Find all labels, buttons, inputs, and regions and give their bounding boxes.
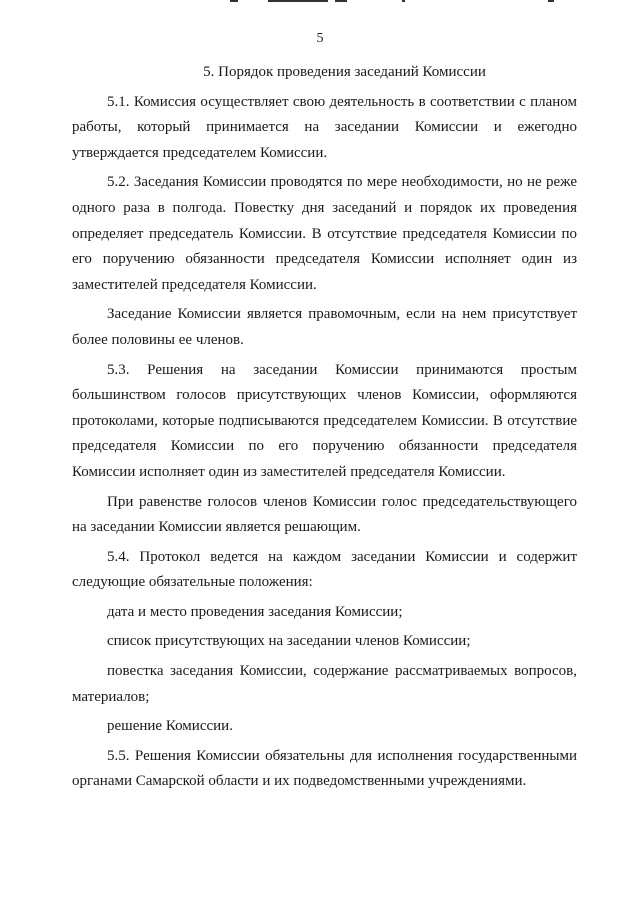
list-item-attendees: список присутствующих на заседании членов Комиссии; [107, 633, 471, 650]
list-item-date-place: дата и место проведения заседания Комиссии; [107, 603, 403, 620]
paragraph-5-1: 5.1. Комиссия осуществляет свою деятельность в соответствии с планом работы, который принимается на заседании Комиссии и ежегодно утверждается председателем Комиссии. [72, 93, 577, 161]
page-number: 5 [316, 31, 324, 46]
paragraph-5-5: 5.5. Решения Комиссии обязательны для исполнения государственными органами Самарской области и их подведомственными учреждениями. [72, 747, 577, 790]
paragraph-tie-vote: При равенстве голосов членов Комиссии голос председательствующего на заседании Комиссии является решающим. [72, 493, 577, 536]
list-item-decision: решение Комиссии. [107, 718, 233, 735]
section-heading: 5. Порядок проведения заседаний Комиссии [203, 64, 486, 80]
paragraph-5-2: 5.2. Заседания Комиссии проводятся по мере необходимости, но не реже одного раза в полгода. Повестку дня заседаний и порядок их проведения определяет председатель Комиссии. В отсутствие председателя Комиссии по его поручению обязанности председателя Комиссии исполняет один из заместителей председателя Комиссии. [72, 174, 577, 293]
paragraph-quorum: Заседание Комиссии является правомочным, если на нем присутствует более половины ее членов. [72, 306, 577, 348]
paragraph-5-3: 5.3. Решения на заседании Комиссии принимаются простым большинством голосов присутствующих членов Комиссии, оформляются протоколами, которые подписываются председателем Комиссии. В отсутствие председателя Комиссии по его поручению обязанности председателя Комиссии исполняет один из заместителей председателя Комиссии. [72, 361, 577, 480]
paragraph-5-4: 5.4. Протокол ведется на каждом заседании Комиссии и содержит следующие обязательные положения: [72, 548, 577, 591]
document-body [72, 60, 577, 795]
list-item-agenda: повестка заседания Комиссии, содержание рассматриваемых вопросов, материалов; [72, 663, 577, 705]
scan-artifact-marks [230, 0, 560, 3]
